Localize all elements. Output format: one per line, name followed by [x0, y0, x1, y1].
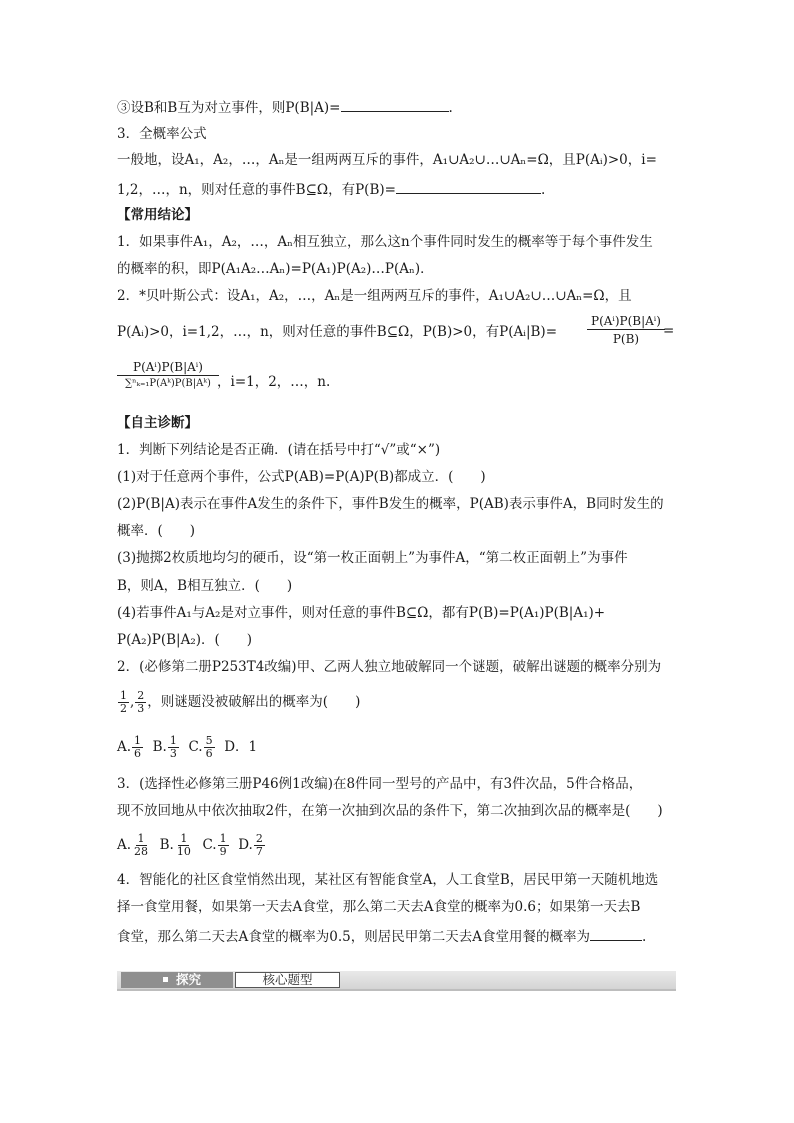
fraction-denominator: P(B) [612, 332, 640, 346]
fraction: $\frac{2}{3}$ [137, 689, 145, 715]
line-26: 4．智能化的社区食堂悄然出现，某社区有智能食堂A，人工食堂B，居民甲第一天随机地选 [117, 872, 659, 888]
line-18: (4)若事件A₁与A₂是对立事件，则对任意的事件B⊆Ω，都有P(B)=P(A₁)P(B|A₁)+ [117, 605, 606, 621]
answer-blank [590, 926, 642, 941]
text-l28: 食堂，那么第二天去A食堂的概率为0.5，则居民甲第二天去A食堂用餐的概率为 [117, 929, 590, 945]
section-common-conclusions: 【常用结论】 [117, 207, 198, 223]
text-l4: 1,2，…，n，则对任意的事件B⊆Ω，有P(B)= [117, 182, 396, 198]
bayes-fraction-2 [117, 360, 219, 389]
section-self-diagnosis: 【自主诊断】 [117, 415, 198, 431]
line-28: 食堂，那么第二天去A食堂的概率为0.5，则居民甲第二天去A食堂用餐的概率为 . [117, 926, 646, 946]
heading-total-probability: 3．全概率公式 [117, 126, 207, 142]
line-24: 现不放回地从中依次抽取2件，在第一次抽到次品的条件下，第二次抽到次品的概率是( ) [117, 803, 663, 819]
line-16: (3)抛掷2枚质地均匀的硬币，设“第一枚正面朝上”为事件A，“第二枚正面朝上”为事件 [117, 550, 628, 566]
fraction: $\frac{1}{2}$ [120, 689, 127, 715]
answer-blank [341, 97, 449, 112]
q3-options [117, 830, 266, 860]
line-9: P(Aᵢ)>0，i=1,2，…，n，则对任意的事件B⊆Ω，P(B)>0，有P(Aᵢ|B)= [117, 324, 558, 340]
line-6: 1．如果事件A₁，A₂，…，Aₙ相互独立，那么这n个事件同时发生的概率等于每个事件发生 [117, 234, 653, 250]
line-21: $\frac{1}{2}$ , $\frac{2}{3}$ ，则谜题没被破解出的概率为( ) [120, 689, 361, 715]
square-bullet-icon [163, 977, 168, 982]
line-10-tail: ，i=1，2，…，n. [217, 374, 331, 390]
line-20: 2．(必修第二册P253T4改编)甲、乙两人独立地破解同一个谜题，破解出谜题的概率分别为 [117, 659, 662, 675]
fraction-numerator: P(Aⁱ)P(B|Aⁱ) [117, 360, 219, 376]
option-c: C. $\frac{1}{9}$ [202, 832, 227, 858]
option-c: C. $\frac{5}{6}$ [188, 734, 213, 760]
line-4: 1,2，…，n，则对任意的事件B⊆Ω，有P(B)= . [117, 179, 545, 199]
text-l21: ，则谜题没被破解出的概率为( ) [147, 694, 361, 710]
option-d: D. $\frac{2}{7}$ [238, 832, 263, 858]
answer-blank [396, 179, 541, 194]
line-12: 1．判断下列结论是否正确．(请在括号中打“√”或“×”) [117, 442, 441, 458]
banner-title: 核心题型 [235, 972, 340, 988]
line-27: 择一食堂用餐，如果第一天去A食堂，那么第二天去A食堂的概率为0.6；如果第一天去B [117, 899, 641, 915]
option-a: A. $\frac{1}{6}$ [117, 734, 142, 760]
option-b: B. $\frac{1}{3}$ [152, 734, 177, 760]
line-3: 一般地，设A₁，A₂，…，Aₙ是一组两两互斥的事件，A₁∪A₂∪…∪Aₙ=Ω，且P(Aᵢ)>0，i= [117, 152, 657, 168]
option-a: A. $\frac{1}{28}$ [117, 832, 149, 858]
text-l1: ③设B和B互为对立事件，则P(B|A)= [117, 100, 341, 116]
banner-tag [121, 972, 233, 988]
line-1: ③设B和B互为对立事件，则P(B|A)= . [117, 97, 453, 117]
fraction-numerator: P(Aⁱ)P(B|Aⁱ) [587, 314, 665, 330]
option-d: D．1 [224, 739, 258, 755]
line-13: (1)对于任意两个事件，公式P(AB)=P(A)P(B)都成立．( ) [117, 469, 486, 485]
banner-tag-label: 探究 [176, 972, 202, 987]
line-17: B，则A，B相互独立．( ) [117, 578, 293, 594]
q2-options [117, 732, 257, 762]
line-19: P(A₂)P(B|A₂)．( ) [117, 632, 253, 648]
option-b: B. $\frac{1}{10}$ [159, 832, 191, 858]
fraction-denominator: ∑ⁿₖ₌₁P(Aᵏ)P(B|Aᵏ) [124, 378, 211, 389]
line-7: 的概率的积，即P(A₁A₂…Aₙ)=P(A₁)P(A₂)…P(Aₙ)． [117, 261, 434, 277]
line-14: (2)P(B|A)表示在事件A发生的条件下，事件B发生的概率，P(AB)表示事件A，B同时发生的 [117, 496, 664, 512]
line-15: 概率．( ) [117, 523, 196, 539]
line-23: 3．(选择性必修第三册P46例1改编)在8件同一型号的产品中，有3件次品，5件合格品， [117, 776, 643, 792]
section-banner [117, 971, 676, 991]
equals-sign: = [663, 323, 675, 339]
bayes-fraction-1 [587, 314, 665, 346]
line-8: 2．*贝叶斯公式：设A₁，A₂，…，Aₙ是一组两两互斥的事件，A₁∪A₂∪…∪Aₙ=Ω，且 [117, 288, 632, 304]
